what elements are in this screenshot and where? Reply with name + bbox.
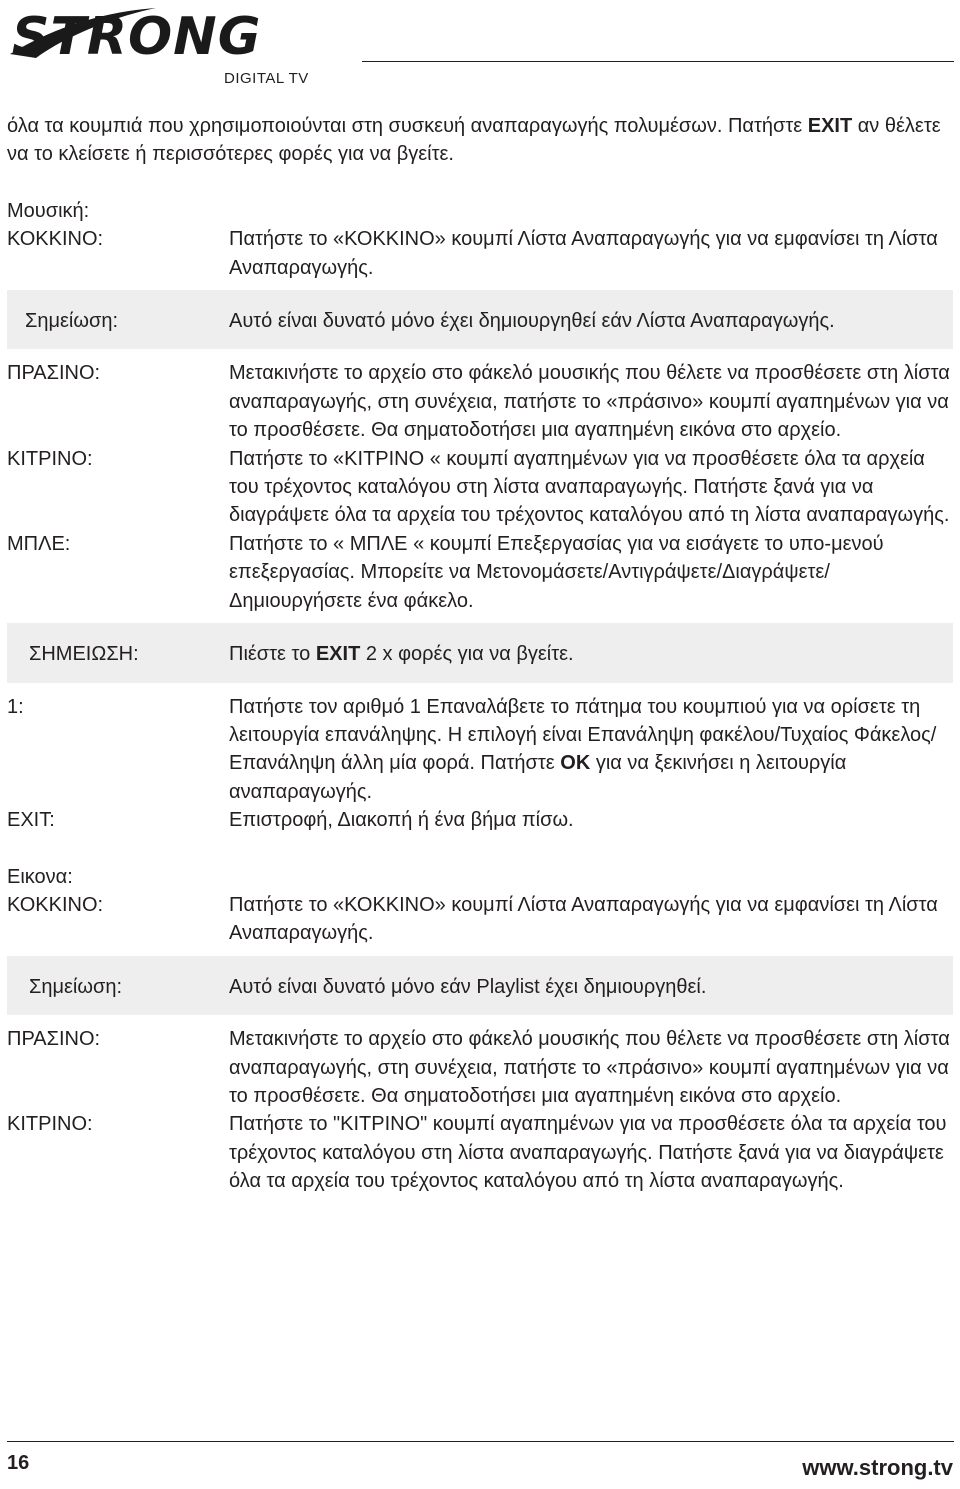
- red-description: Πατήστε το «ΚΟΚΚΙΝΟ» κουμπί Λίστα Αναπαραγωγής για να εμφανίσει τη Λίστα Αναπαραγωγής.: [229, 893, 938, 945]
- intro-paragraph: όλα τα κουμπιά που χρησιμοποιούνται στη συσκευή αναπαραγωγής πολυμέσων. Πατήστε EXIT αν θέλετε να το κλείσετε ή περισσότερες φορές για να βγείτε.: [7, 115, 941, 166]
- yellow-description: Πατήστε το «ΚΙΤΡΙΝΟ « κουμπί αγαπημένων για να προσθέσετε όλα τα αρχεία του τρέχοντος καταλόγου στη λίστα αναπαραγωγής. Πατήστε ξανά για να διαγράψετε όλα τα αρχεία του τρέχοντος καταλόγου από τη λίστα αναπαραγωγής.: [229, 447, 950, 527]
- music-one-row: [7, 693, 953, 807]
- note2-text: Πιέστε το EXIT 2 x φορές για να βγείτε.: [229, 643, 574, 666]
- note-text: Αυτό είναι δυνατό μόνο εάν Playlist έχει δημιουργηθεί.: [229, 975, 707, 998]
- blue-description: Πατήστε το « ΜΠΛΕ « κουμπί Επεξεργασίας για να εισάγετε το υπο-μενού επεξεργασίας. Μπορείτε να Μετονομάσετε/Αντιγράψετε/Διαγράψετε/Δημιουργήσετε ένα φάκελο.: [229, 532, 884, 612]
- yellow-description: Πατήστε το "ΚΙΤΡΙΝΟ" κουμπί αγαπημένων για να προσθέσετε όλα τα αρχεία του τρέχοντος καταλόγου στη λίστα αναπαραγωγής. Πατήστε ξανά για να διαγράψετε όλα τα αρχεία του τρέχοντος καταλόγου από τη λίστα αναπαραγωγής.: [229, 1113, 947, 1193]
- logo-wordmark: STRONG: [12, 7, 262, 66]
- music-note-box: [7, 290, 953, 349]
- exit-label: EXIT:: [7, 809, 55, 832]
- yellow-label: ΚΙΤΡΙΝΟ:: [7, 447, 93, 470]
- one-description: Πατήστε τον αριθμό 1 Επαναλάβετε το πάτημα του κουμπιού για να ορίσετε τη λειτουργία επανάληψης. Η επιλογή είναι Επανάληψη φακέλου/Τυχαίος Φάκελος/Επανάληψη άλλη μία φορά. Πατήστε OK για να ξεκινήσει η λειτουργία αναπαραγωγής.: [229, 695, 937, 803]
- yellow-label: ΚΙΤΡΙΝΟ:: [7, 1113, 93, 1136]
- green-description: Μετακινήστε το αρχείο στο φάκελό μουσικής που θέλετε να προσθέσετε στη λίστα αναπαραγωγής, στη συνέχεια, πατήστε το «πράσινο» κουμπί αγαπημένων για να το προσθέσετε. Θα σηματοδοτήσει μια αγαπημένη εικόνα στο αρχείο.: [229, 362, 950, 442]
- music-exit-row: [7, 806, 953, 834]
- manual-content: [7, 112, 953, 1196]
- red-label: ΚΟΚΚΙΝΟ:: [7, 893, 104, 916]
- note-label: Σημείωση:: [25, 310, 119, 333]
- picture-red-row: [7, 891, 953, 948]
- picture-yellow-row: [7, 1110, 953, 1195]
- note2-label: ΣΗΜΕΙΩΣΗ:: [29, 643, 139, 666]
- green-description: Μετακινήστε το αρχείο στο φάκελό μουσικής που θέλετε να προσθέσετε στη λίστα αναπαραγωγής, στη συνέχεια, πατήστε το «πράσινο» κουμπί αγαπημένων για να το προσθέσετε. Θα σηματοδοτήσει μια αγαπημένη εικόνα στο αρχείο.: [229, 1028, 950, 1107]
- green-label: ΠΡΑΣΙΝΟ:: [7, 362, 101, 385]
- picture-note-box: [7, 956, 953, 1015]
- footer-divider: [7, 1441, 954, 1442]
- header-divider: [362, 61, 954, 62]
- note-text: Αυτό είναι δυνατό μόνο έχει δημιουργηθεί εάν Λίστα Αναπαραγωγής.: [229, 310, 835, 333]
- music-yellow-row: [7, 445, 953, 530]
- red-label: ΚΟΚΚΙΝΟ:: [7, 228, 104, 251]
- music-section-title: Μουσική:: [7, 199, 90, 222]
- music-note2-box: [7, 623, 953, 682]
- blue-label: ΜΠΛΕ:: [7, 532, 71, 555]
- strong-logo: [6, 2, 310, 90]
- strong-logo-mark: [6, 2, 310, 66]
- picture-section-title: Εικονα:: [7, 865, 73, 888]
- green-label: ΠΡΑΣΙΝΟ:: [7, 1028, 101, 1051]
- note-label: Σημείωση:: [29, 975, 123, 998]
- music-red-row: [7, 225, 953, 282]
- picture-green-row: [7, 1025, 953, 1110]
- one-label: 1:: [7, 695, 24, 718]
- red-description: Πατήστε το «ΚΟΚΚΙΝΟ» κουμπί Λίστα Αναπαραγωγής για να εμφανίσει τη Λίστα Αναπαραγωγής.: [229, 228, 938, 279]
- music-green-row: [7, 359, 953, 444]
- exit-description: Επιστροφή, Διακοπή ή ένα βήμα πίσω.: [229, 809, 574, 832]
- music-blue-row: [7, 530, 953, 615]
- page-number: 16: [7, 1452, 30, 1474]
- logo-subtitle: DIGITAL TV: [224, 70, 309, 87]
- website-link[interactable]: www.strong.tv: [802, 1455, 953, 1480]
